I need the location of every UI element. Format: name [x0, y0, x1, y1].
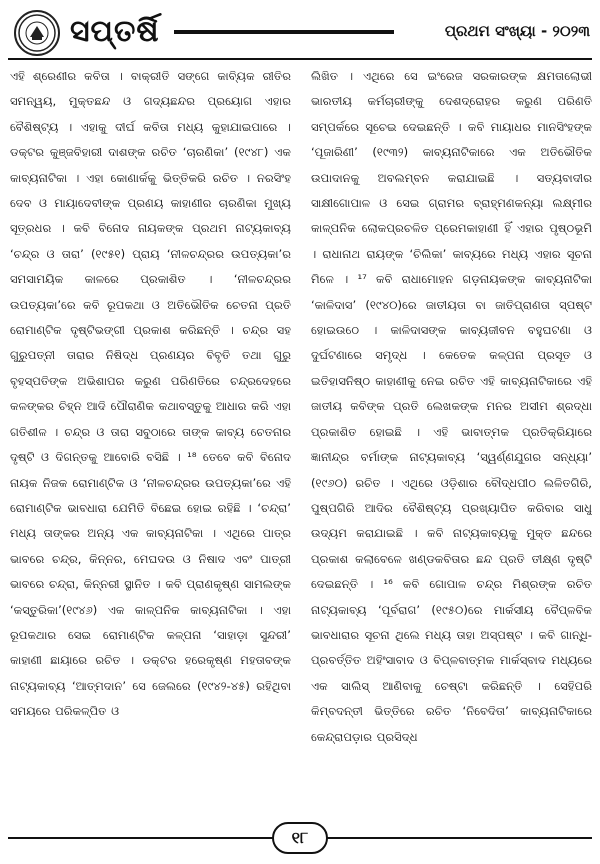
- university-logo: [14, 10, 60, 56]
- right-column: ଲିଖିତ । ଏଥିରେ ସେ ଇଂରେଜ ସରକାରଙ୍କ କ୍ଷମତାଲୋଭୀ ଭାରତୀୟ କର୍ମଚାରୀଙ୍କୁ ଦେଶଦ୍ରୋହର କରୁଣ ପରିଣତି ସମ୍ପର୍କରେ ସୂଚେଇ ଦେଇଛନ୍ତି । କବି ମାୟାଧର ମାନସିଂହଙ୍କ ‘ପୂଜାରିଣୀ’ (୧୯୩୨) କାବ୍ୟନାଟିକାରେ ଏକ ଅତିଭୌତିକ ଉପାଦାନକୁ ଅବଲମ୍ବନ କରାଯାଇଛି । ସତ୍ୟବାଦୀର ସାକ୍ଷୀଗୋପାଳ ଓ ସେଇ ଗ୍ରାମର ବ୍ରାହ୍ମଣକନ୍ୟା ଲକ୍ଷ୍ମୀର କାଳ୍ପନିକ ଲୋକପ୍ରଚଳିତ ପ୍ରେମକାହାଣୀ ହିଁ ଏହାର ପୃଷ୍ଠଭୂମି । ରାଧାନାଥ ରାୟଙ୍କ ‘ଚିଲିକା’ କାବ୍ୟରେ ମଧ୍ୟ ଏହାର ସୂଚନା ମିଳେ । ¹⁷ କବି ରାଧାମୋହନ ଗଡ଼ନାୟକଙ୍କ କାବ୍ୟନାଟିକା ‘କାଳିଦାସ’ (୧୯୪୦)ରେ ଜାତୀୟତା ବା ଜାତିପ୍ରାଣତା ସ୍ପଷ୍ଟ ହୋଇଉଠେ । କାଳିଦାସଙ୍କ କାବ୍ୟଜୀବନ ବହୁଘଟଣା ଓ ଦୁର୍ଘଟଣାରେ ସମୃଦ୍ଧ । କେତେକ କଳ୍ପନା ପ୍ରସୂତ ଓ ଇତିହାସନିଷ୍ଠ କାହାଣୀକୁ ନେଇ ରଚିତ ଏହି କାବ୍ୟନାଟିକାରେ ଏହି ଜାତୀୟ କବିଙ୍କ ପ୍ରତି ଲେଖକଙ୍କ ମନର ଅସୀମ ଶ୍ରଦ୍ଧା ପ୍ରକାଶିତ ହୋଇଛି । ଏହି ଭାବାତ୍ମକ ପ୍ରତିକ୍ରିୟାରେ ଜ୍ଞାନୀନ୍ଦ୍ର ବର୍ମାଙ୍କ ନାଟ୍ୟକାବ୍ୟ ‘ସ୍ୱର୍ଣ୍ଣଯୁଗର ସନ୍ଧ୍ୟା’ (୧୯୬୦) ରଚିତ । ଏଥିରେ ଓଡ଼ିଶାର ବୌଦ୍ଧପୀଠ ଲଳିତଗିରି, ପୁଷ୍ପଗିରି ଆଦିର ବୈଶିଷ୍ଟ୍ୟ ପ୍ରଖ୍ୟାପିତ କରିବାର ସାଧୁ ଉଦ୍ୟମ କରାଯାଇଛି । କବି ନାଟ୍ୟକାବ୍ୟକୁ ମୁକ୍ତ ଛନ୍ଦରେ ପ୍ରକାଶ କଲାବେଳେ ଖଣ୍ଡକବିତାର ଛନ୍ଦ ପ୍ରତି ତୀକ୍ଷ୍ଣ ଦୃଷ୍ଟି ଦେଇଛନ୍ତି । ¹⁶ କବି ଗୋପାଳ ଚନ୍ଦ୍ର ମିଶ୍ରଙ୍କ ରଚିତ ନାଟ୍ୟକାବ୍ୟ ‘ପୂର୍ବରାଗ’ (୧୯୫୦)ରେ ମାର୍କସୀୟ ବୈପ୍ଳବିକ ଭାବଧାରାର ସୂଚନା ଥିଲେ ମଧ୍ୟ ତାହା ଅସ୍ପଷ୍ଟ । କବି ଗାନ୍ଧି-ପ୍ରବର୍ତ୍ତିତ ଅହିଂସାବାଦ ଓ ବିପ୍ଳବାତ୍ମକ ମାର୍କସ୍‌ବାଦ ମଧ୍ୟରେ ଏକ ସାଲିସ୍ ଆଣିବାକୁ ଚେଷ୍ଟା କରିଛନ୍ତି । ସେହିପରି କିମ୍ବଦନ୍ତୀ ଭିତ୍ତିରେ ରଚିତ ‘ନିବେଦିତା’ କାବ୍ୟନାଟିକାରେ କେନ୍ଦ୍ରାପଡ଼ାର ପ୍ରସିଦ୍ଧ: [311, 69, 592, 744]
- university-seal-icon: [17, 13, 57, 53]
- page-number: ୧୮: [272, 822, 328, 854]
- article-body: [10, 64, 592, 812]
- issue-label: ପ୍ରଥମ ସଂଖ୍ୟା - ୨୦୨୩: [444, 22, 590, 40]
- header-rule: [174, 30, 394, 34]
- left-column: ଏହି ଶ୍ରେଣୀର କବିତା । ବାକ୍‌ରୀତି ସଙ୍ଗେ କାବ୍ୟିକ ରୀତିର ସମନ୍ୱୟ, ମୁକ୍ତଛନ୍ଦ ଓ ଗଦ୍ୟଛନ୍ଦର ପ୍ରୟୋଗ ଏହାର ବୈଶିଷ୍ଟ୍ୟ । ଏହାକୁ ଦୀର୍ଘ କବିତା ମଧ୍ୟ କୁହାଯାଇପାରେ । ଡକ୍ଟର କୁଞ୍ଜବିହାରୀ ଦାଶଙ୍କ ରଚିତ ‘ଚାରଣିକା’ (୧୯୪୮) ଏକ କାବ୍ୟନାଟିକା । ଏହା କୋଣାର୍କକୁ ଭିତ୍ତିକରି ରଚିତ । ନରସିଂହ ଦେବ ଓ ମାୟାଦେବୀଙ୍କ ପ୍ରଣୟ କାହାଣୀର ଚାରଣିକା ମୁଖ୍ୟ ସୂତ୍ରଧର । କବି ବିନୋଦ ନାୟକଙ୍କ ପ୍ରଥମ ନାଟ୍ୟକାବ୍ୟ ‘ଚନ୍ଦ୍ର ଓ ତାରା’ (୧୯୫୧) ପ୍ରାୟ ‘ନୀଳଚନ୍ଦ୍ରର ଉପତ୍ୟକା’ର ସମସାମୟିକ କାଳରେ ପ୍ରକାଶିତ । ‘ନୀଳଚନ୍ଦ୍ରର ଉପତ୍ୟକା’ରେ କବି ରୂପକଥା ଓ ଅତିଭୌତିକ ଚେତନା ପ୍ରତି ରୋମାଣ୍ଟିକ ଦୃଷ୍ଟିଭଙ୍ଗୀ ପ୍ରକାଶ କରିଛନ୍ତି । ଚନ୍ଦ୍ର ସହ ଗୁରୁପତ୍ନୀ ତାରାର ନିଷିଦ୍ଧ ପ୍ରଣୟର ବିବୃତି ତଥା ଗୁରୁ ବୃହସ୍ପତିଙ୍କ ଅଭିଶାପର କରୁଣ ପରିଣତିରେ ଚନ୍ଦ୍ରଦେହରେ କଳଙ୍କର ଚିହ୍ନ ଆଦି ପୌରାଣିକ କଥାବସ୍ତୁକୁ ଆଧାର କରି ଏହା ଗତିଶୀଳ । ଚନ୍ଦ୍ର ଓ ତାରା ସବୁଠାରେ ତାଙ୍କ କାବ୍ୟ ଚେତନାର ଦୃଷ୍ଟି ଓ ଦିଗନ୍ତକୁ ଆବୋରି ବସିଛି । ¹⁸ ତେବେ କବି ବିନୋଦ ନାୟକ ନିଜକ ରୋମାଣ୍ଟିକ ଓ ‘ନୀଳଚନ୍ଦ୍ରର ଉପତ୍ୟକା’ରେ ଏହି ରୋମାଣ୍ଟିକ ଭାବଧାରା ଯେମିତି ବିଛେଇ ହୋଇ ରହିଛି । ‘ଚନ୍ଦ୍ରା’ ମଧ୍ୟ ତାଙ୍କର ଅନ୍ୟ ଏକ କାବ୍ୟନାଟିକା । ଏଥିରେ ପାତ୍ର ଭାବରେ ଚନ୍ଦ୍ର, କିନ୍ନର, ମେଘଦଉ ଓ ନିଷାଦ ଏବଂ ପାତ୍ରୀ ଭାବରେ ଚନ୍ଦ୍ରା, କିନ୍ନରୀ ସ୍ଥାନିତ । କବି ପ୍ରାଣକୃଷ୍ଣ ସାମଲଙ୍କ ‘କସ୍ତୁରିକା’(୧୯୪୬) ଏକ କାଳ୍ପନିକ କାବ୍ୟନାଟିକା । ଏହା ରୂପକଥାର ସେଇ ରୋମାଣ୍ଟିକ କଳ୍ପନା ‘ସାହାଡ଼ା ସୁନ୍ଦରୀ’ କାହାଣୀ ଛାୟାରେ ରଚିତ । ଡକ୍ଟର ହରେକୃଷ୍ଣ ମହତାବଙ୍କ ନାଟ୍ୟକାବ୍ୟ ‘ଆତ୍ମଦାନ’ ସେ ଜେଲରେ (୧୯୪୨-୪୫) ରହିଥିବା ସମୟରେ ପରିକଳ୍ପିତ ଓ: [10, 69, 291, 719]
- header-divider: [8, 58, 592, 60]
- page-header: [8, 6, 592, 58]
- magazine-title: ସପ୍ତର୍ଷି: [70, 14, 160, 49]
- page-footer: [8, 818, 592, 858]
